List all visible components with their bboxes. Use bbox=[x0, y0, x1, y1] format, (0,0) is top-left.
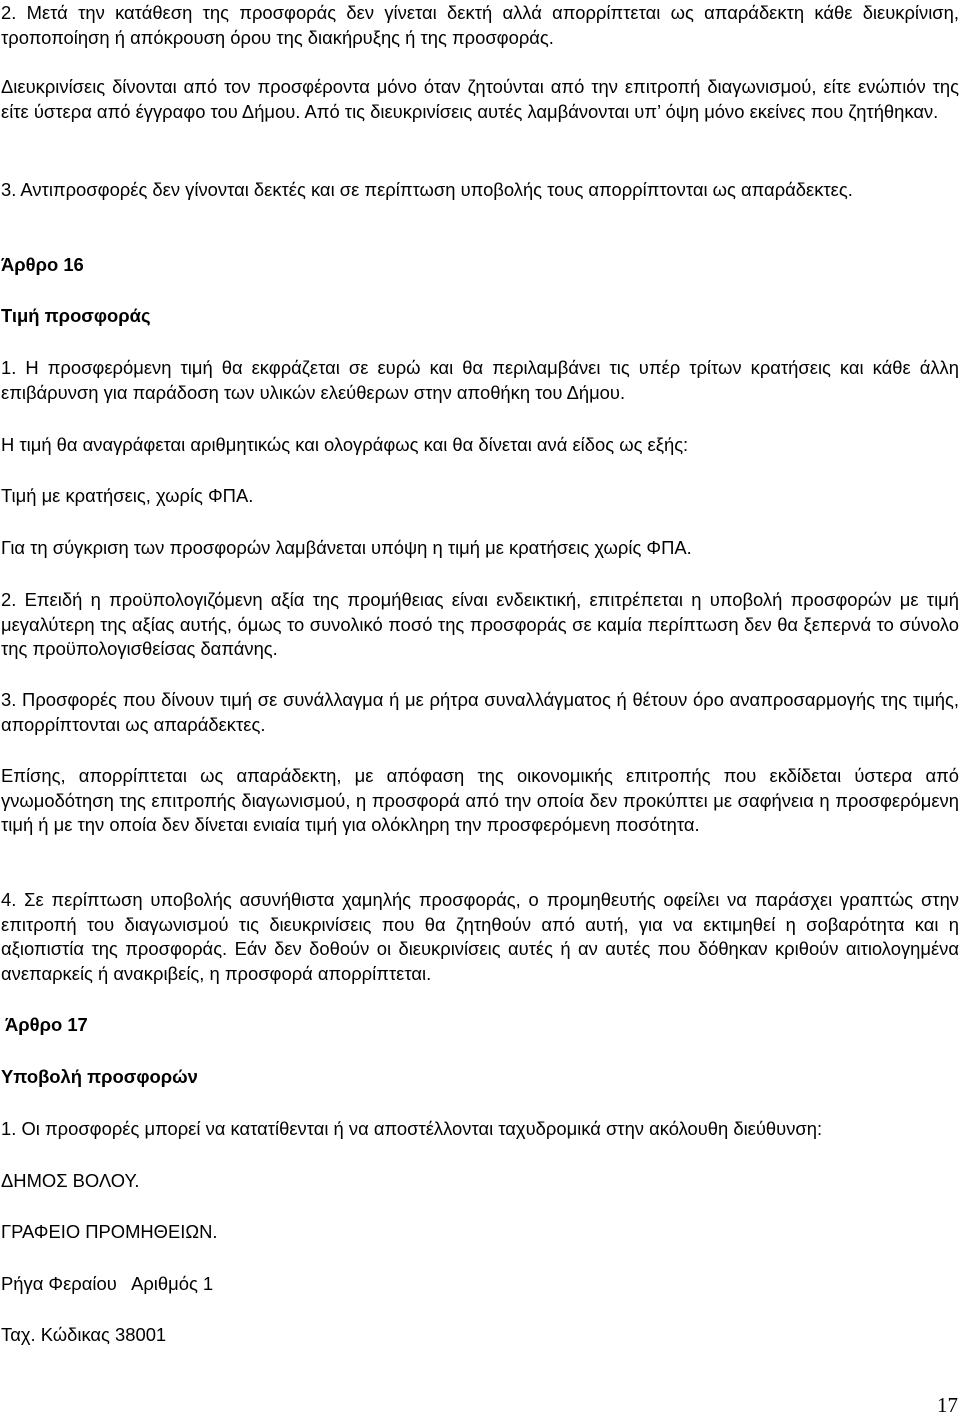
article-16-paragraph-8: 4. Σε περίπτωση υποβολής ασυνήθιστα χαμηλής προσφοράς, ο προμηθευτής οφείλει να παράσχει γραπτώς στην επιτροπή του διαγωνισμού τις διευκρινίσεις που θα ζητηθούν από αυτή, για να εκτιμηθεί η σοβαρότητα και η αξιοπιστία της προσφοράς. Εάν δεν δοθούν οι διευκρινίσεις αυτές ή αν αυτές που δόθηκαν κριθούν αιτιολογημένα ανεπαρκείς ή ανακριβείς, η προσφορά απορρίπτεται. bbox=[1, 889, 959, 984]
intro-paragraph-1: 2. Μετά την κατάθεση της προσφοράς δεν γίνεται δεκτή αλλά απορρίπτεται ως απαράδεκτη κάθε διευκρίνιση, τροποποίηση ή απόκρουση όρου της διακήρυξης ή της προσφοράς. bbox=[1, 2, 959, 48]
address-line-1: ΔΗΜΟΣ ΒΟΛΟΥ. bbox=[1, 1170, 140, 1191]
article-16-paragraph-3: Τιμή με κρατήσεις, χωρίς ΦΠΑ. bbox=[1, 485, 254, 506]
article-17-paragraph-1: 1. Οι προσφορές μπορεί να κατατίθενται ή να αποστέλλονται ταχυδρομικά στην ακόλουθη διεύθυνση: bbox=[1, 1118, 823, 1139]
intro-paragraph-2: Διευκρινίσεις δίνονται από τον προσφέροντα μόνο όταν ζητούνται από την επιτροπή διαγωνισμού, είτε ενώπιόν της είτε ύστερα από έγγραφο του Δήμου. Από τις διευκρινίσεις αυτές λαμβάνονται υπ’ όψη μόνο εκείνες που ζητήθηκαν. bbox=[1, 76, 959, 122]
article-16-paragraph-4: Για τη σύγκριση των προσφορών λαμβάνεται υπόψη η τιμή με κρατήσεις χωρίς ΦΠΑ. bbox=[1, 537, 692, 558]
article-17-title: Υποβολή προσφορών bbox=[1, 1066, 198, 1087]
article-16-paragraph-2: Η τιμή θα αναγράφεται αριθμητικώς και ολογράφως και θα δίνεται ανά είδος ως εξής: bbox=[1, 434, 689, 455]
address-line-2: ΓΡΑΦΕΙΟ ΠΡΟΜΗΘΕΙΩΝ. bbox=[1, 1221, 218, 1242]
article-17-heading: Άρθρο 17 bbox=[5, 1014, 88, 1035]
address-line-4: Ταχ. Κώδικας 38001 bbox=[1, 1324, 167, 1345]
article-16-heading: Άρθρο 16 bbox=[1, 254, 84, 275]
article-16-paragraph-7: Επίσης, απορρίπτεται ως απαράδεκτη, με απόφαση της οικονομικής επιτροπής που εκδίδεται ύστερα από γνωμοδότηση της επιτροπής διαγωνισμού, η προσφορά από την οποία δεν προκύπτει με σαφήνεια η προσφερόμενη τιμή ή με την οποία δεν δίνεται ενιαία τιμή για ολόκληρη την προσφερόμενη ποσότητα. bbox=[1, 765, 959, 835]
page-number: 17 bbox=[937, 1393, 958, 1417]
article-16-paragraph-5: 2. Επειδή η προϋπολογιζόμενη αξία της προμήθειας είναι ενδεικτική, επιτρέπεται η υποβολή προσφορών με τιμή μεγαλύτερη της αξίας αυτής, όμως το συνολικό ποσό της προσφοράς σε καμία περίπτωση δεν θα ξεπερνά το σύνολο της προϋπολογισθείσας δαπάνης. bbox=[1, 589, 959, 659]
article-16-title: Τιμή προσφοράς bbox=[1, 305, 151, 326]
article-16-paragraph-1: 1. Η προσφερόμενη τιμή θα εκφράζεται σε ευρώ και θα περιλαμβάνει τις υπέρ τρίτων κρατήσεις και κάθε άλλη επιβάρυνση για παράδοση των υλικών ελεύθερων στην αποθήκη του Δήμου. bbox=[1, 357, 959, 403]
intro-paragraph-3: 3. Αντιπροσφορές δεν γίνονται δεκτές και σε περίπτωση υποβολής τους απορρίπτονται ως απαράδεκτες. bbox=[1, 179, 853, 200]
article-16-paragraph-6: 3. Προσφορές που δίνουν τιμή σε συνάλλαγμα ή με ρήτρα συναλλάγματος ή θέτουν όρο αναπροσαρμογής της τιμής, απορρίπτονται ως απαράδεκτες. bbox=[1, 689, 959, 735]
address-line-3: Ρήγα Φεραίου Αριθμός 1 bbox=[1, 1273, 214, 1294]
